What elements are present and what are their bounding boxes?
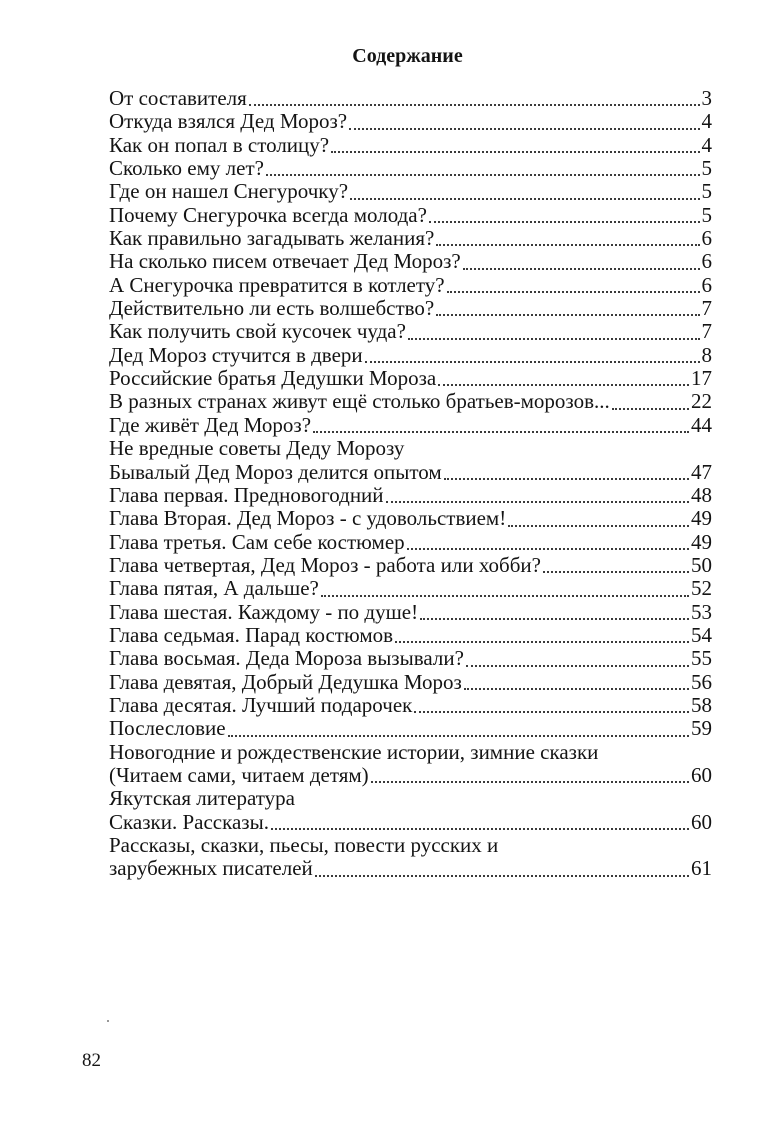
toc-entry [109, 297, 712, 320]
toc-entry [109, 320, 712, 343]
toc-entry-page: 58 [691, 692, 712, 717]
toc-entry [109, 787, 712, 810]
dot-leader [349, 110, 699, 133]
toc-entry-page: 17 [691, 366, 712, 391]
toc-entry [109, 624, 712, 647]
toc-entry-title: Глава восьмая. Деда Мороза вызывали? [109, 646, 464, 671]
toc-entry-title: Почему Снегурочка всегда молода? [109, 202, 427, 227]
dot-leader [315, 857, 689, 880]
toc-entry-page: 4 [701, 132, 712, 157]
page-title: Содержание [352, 45, 463, 67]
toc-entry-title: Действительно ли есть волшебство? [109, 296, 435, 321]
toc-entry-title: В разных странах живут ещё столько братьев-морозов... [109, 389, 610, 414]
toc-entry-title: зарубежных писателей [109, 856, 313, 881]
toc-entry [109, 647, 712, 670]
toc-entry-title: Где он нашел Снегурочку? [109, 179, 349, 204]
toc-entry-title: А Снегурочка превратится в котлету? [109, 272, 445, 297]
toc-entry-title: Глава десятая. Лучший подарочек [109, 692, 413, 717]
toc-entry-title: Новогодние и рождественские истории, зимние сказки [109, 739, 599, 764]
toc-entry-page: 50 [691, 552, 712, 577]
toc-entry [109, 250, 712, 273]
toc-entry-page: 8 [701, 342, 712, 367]
toc-entry-title: Послесловие [109, 716, 226, 741]
toc-entry-title: Глава шестая. Каждому - по душе! [109, 599, 419, 624]
toc-entry [109, 367, 712, 390]
toc-entry-title: (Читаем сами, читаем детям) [109, 762, 369, 787]
toc-entry-title: Не вредные советы Деду Морозу [109, 436, 405, 461]
toc-entry [109, 531, 712, 554]
toc-entry-page: 44 [691, 412, 712, 437]
toc-entry-page: 49 [691, 506, 712, 531]
toc-entry-page: 7 [701, 319, 712, 344]
dot-leader [464, 671, 689, 694]
dot-leader [447, 274, 700, 297]
toc-entry [109, 134, 712, 157]
dot-leader [321, 577, 689, 600]
toc-entry-title: Глава Вторая. Дед Мороз - с удовольствием! [109, 506, 507, 531]
toc-entry [109, 507, 712, 530]
toc-entry-title: Как правильно загадывать желания? [109, 226, 435, 251]
scan-speck [107, 1020, 109, 1022]
dot-leader [429, 204, 700, 227]
toc-entry-page: 60 [691, 809, 712, 834]
dot-leader [463, 250, 700, 273]
dot-leader [408, 320, 700, 343]
toc-entry [109, 857, 712, 880]
toc-entry-title: Как получить свой кусочек чуда? [109, 319, 406, 344]
toc-entry-title: Откуда взялся Дед Мороз? [109, 109, 348, 134]
toc-entry [109, 87, 712, 110]
toc-entry-page: 56 [691, 669, 712, 694]
toc-entry-page: 61 [691, 856, 712, 881]
toc-entry-title: Дед Мороз стучится в двери [109, 342, 363, 367]
toc-entry [109, 671, 712, 694]
dot-leader [395, 624, 689, 647]
toc-entry-title: Глава девятая, Добрый Дедушка Мороз [109, 669, 462, 694]
toc-entry-title: Глава седьмая. Парад костюмов [109, 622, 394, 647]
dot-leader [436, 227, 699, 250]
toc-entry-title: Глава первая. Предновогодний [109, 482, 384, 507]
table-of-contents [109, 87, 712, 881]
dot-leader [249, 87, 700, 110]
toc-entry-title: Российские братья Дедушки Мороза [109, 366, 437, 391]
page-number: 82 [82, 1050, 101, 1071]
dot-leader [543, 554, 689, 577]
toc-entry [109, 274, 712, 297]
toc-entry-page: 49 [691, 529, 712, 554]
toc-entry-page: 5 [701, 179, 712, 204]
toc-entry-title: Глава третья. Сам себе костюмер [109, 529, 405, 554]
toc-entry-page: 55 [691, 646, 712, 671]
toc-entry-title: Где живёт Дед Мороз? [109, 412, 312, 437]
dot-leader [508, 507, 689, 530]
dot-leader [612, 390, 689, 413]
toc-entry-page: 5 [701, 156, 712, 181]
toc-entry [109, 227, 712, 250]
dot-leader [466, 647, 689, 670]
toc-entry [109, 554, 712, 577]
toc-entry-title: Бывалый Дед Мороз делится опытом [109, 459, 442, 484]
toc-entry [109, 577, 712, 600]
toc-entry-title: Сказки. Рассказы. [109, 809, 269, 834]
toc-entry [109, 461, 712, 484]
toc-entry-title: Сколько ему лет? [109, 156, 264, 181]
dot-leader [350, 180, 699, 203]
toc-entry-page: 48 [691, 482, 712, 507]
toc-entry-page: 52 [691, 576, 712, 601]
dot-leader [313, 414, 689, 437]
toc-entry-page: 3 [701, 86, 712, 110]
dot-leader [271, 811, 689, 834]
toc-entry-page: 53 [691, 599, 712, 624]
dot-leader [266, 157, 700, 180]
toc-entry-page: 6 [701, 226, 712, 251]
dot-leader [414, 694, 689, 717]
toc-entry-title: Якутская литература [109, 786, 295, 811]
toc-entry [109, 414, 712, 437]
toc-entry [109, 694, 712, 717]
dot-leader [228, 717, 689, 740]
toc-entry-page: 60 [691, 762, 712, 787]
toc-entry-page: 6 [701, 249, 712, 274]
toc-entry [109, 764, 712, 787]
dot-leader [365, 344, 700, 367]
toc-entry-title: От составителя [109, 86, 247, 110]
dot-leader [436, 297, 699, 320]
toc-entry-page: 22 [691, 389, 712, 414]
dot-leader [420, 601, 689, 624]
dot-leader [386, 484, 689, 507]
toc-entry [109, 390, 712, 413]
toc-entry-page: 47 [691, 459, 712, 484]
toc-entry [109, 204, 712, 227]
toc-entry-title: Рассказы, сказки, пьесы, повести русских и [109, 833, 499, 857]
dot-leader [444, 461, 689, 484]
toc-entry-title: Глава пятая, А дальше? [109, 576, 319, 601]
toc-entry-page: 5 [701, 202, 712, 227]
toc-entry-page: 7 [701, 296, 712, 321]
toc-entry-title: Как он попал в столицу? [109, 132, 330, 157]
toc-entry-page: 6 [701, 272, 712, 297]
toc-entry-title: На сколько писем отвечает Дед Мороз? [109, 249, 461, 274]
toc-entry [109, 834, 712, 857]
toc-entry [109, 717, 712, 740]
dot-leader [331, 134, 699, 157]
toc-entry-page: 4 [701, 109, 712, 134]
toc-entry [109, 601, 712, 624]
toc-entry [109, 180, 712, 203]
toc-entry [109, 741, 712, 764]
dot-leader [438, 367, 689, 390]
toc-entry [109, 157, 712, 180]
toc-entry-page: 54 [691, 622, 712, 647]
toc-entry [109, 811, 712, 834]
toc-entry [109, 484, 712, 507]
toc-entry [109, 344, 712, 367]
dot-leader [407, 531, 689, 554]
toc-entry-title: Глава четвертая, Дед Мороз - работа или хобби? [109, 552, 541, 577]
toc-entry [109, 437, 712, 460]
toc-entry [109, 110, 712, 133]
toc-entry-page: 59 [691, 716, 712, 741]
dot-leader [371, 764, 689, 787]
